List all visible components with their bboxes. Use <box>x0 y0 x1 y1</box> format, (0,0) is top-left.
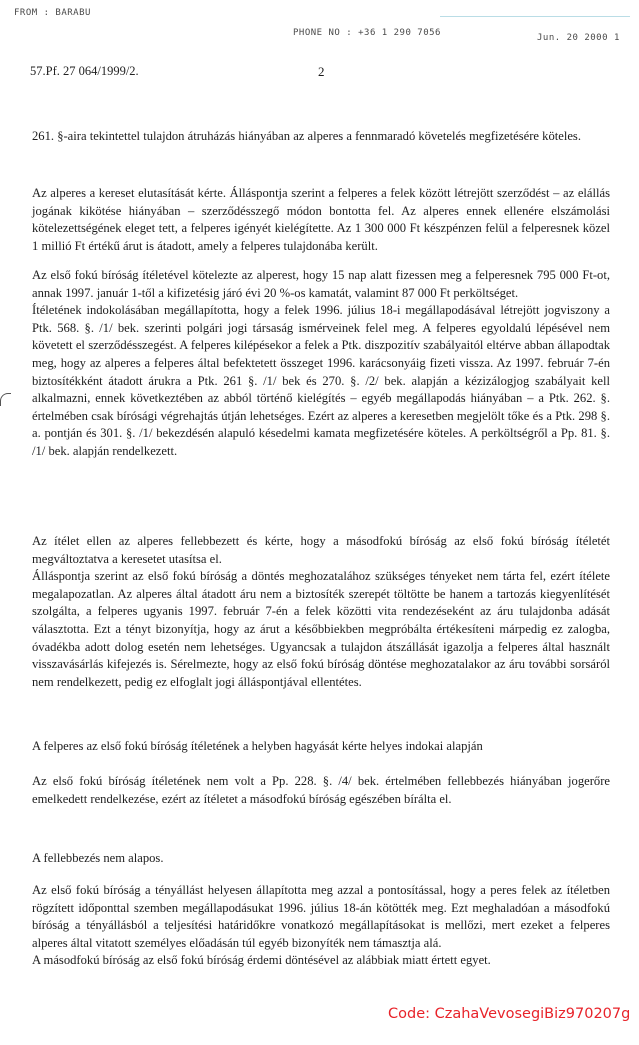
paragraph <box>32 882 610 970</box>
fax-from: FROM : BARABU <box>14 8 91 18</box>
paragraph-text: Az első fokú bíróság ítéletének nem volt a Pp. 228. §. /4/ bek. értelmében fellebbezés hiányában jogerőre emelkedett rendelkezése, ezért az ítéletet a másodfokú bíróság egészében bírálta el. <box>32 774 610 806</box>
page-number: 2 <box>318 64 325 79</box>
paragraph-text: A fellebbezés nem alapos. <box>32 851 164 865</box>
paragraph <box>32 185 610 255</box>
paragraph-text: Az első fokú bíróság a tényállást helyesen állapította meg azzal a pontosítással, hogy a peres felek az ítéletben rögzített időponttal szemben megállapodásukat 1996. július 18-án kötötték meg. Ezt meghaladóan a másodfokú bíróság a tényállásból a teljesítési határidőkre vonatkozó megállapításokat is mellőzi, mert ezeket a felperes alperes által vitatott személyes előadásán túl egyéb bizonyíték nem támasztja alá. A másodfokú bíróság az első fokú bíróság érdemi döntésével az alábbiak miatt értett egyet. <box>32 883 610 968</box>
case-reference: 57.Pf. 27 064/1999/2. <box>30 64 139 78</box>
paragraph <box>32 738 610 756</box>
paragraph <box>32 773 610 808</box>
fax-date: Jun. 20 2000 1 <box>537 33 620 43</box>
paragraph-text: Az első fokú bíróság ítéletével kötelezte az alperest, hogy 15 nap alatt fizessen meg a felperesnek 795 000 Ft-ot, annak 1997. január 1-től a kifizetésig járó évi 20 %-os kamatát, valamint 87 000 Ft perköltséget. Ítéletének indokolásában megállapította, hogy a felek 1996. július 18-i megállapodásával létrejött jogviszony a Ptk. 568. §. /1/ bek. szerinti polgári jogi társaság ismérveinek felel meg. A felperes egyoldalú lépésével nem követett el szerződésszegést. A felperes kilépésekor a felek a Ptk. diszpozitív szabályaitól eltérve abban állapodtak meg, hogy az alperes a felperes által befektetett összeget 1996. karácsonyáig fizeti vissza. Az 1997. február 7-én biztosítékként átadott árukra a Ptk. 261 §. /1/ bek és 270. §. /2/ bek. alapján a kézizálogjog szabályait kell alkalmazni, ennek következtében az abból történő kielégítés – egyéb megállapodás hiányában – a Ptk. 262. §. értelmében csak bírósági végrehajtás útján lehetséges. Ezért az alperes a keresetben megjelölt tőke és a Ptk. 298 §. a. pontján és 301. §. /1/ bekezdésén alapuló késedelmi kamata megfizetésére köteles. A perköltségről a Pp. 81. §. /1/ bek. alapján rendelkezett. <box>32 268 610 458</box>
fax-transmission-streak <box>440 16 630 17</box>
paragraph-text: Az ítélet ellen az alperes fellebbezett és kérte, hogy a másodfokú bíróság az első fokú bíróság ítéletét megváltoztatva a keresetet utasítsa el. Álláspontja szerint az első fokú bíróság a döntés meghozatalához szükséges tényeket nem tárta fel, ezért ítélete megalapozatlan. Az alperes által átadott áru nem a biztosíték szerepét töltötte be hanem a tartozás kiegyenlítését szolgálta, a felperes ugyanis 1997. február 7-én a felek közötti vita rendezéseként az áru tulajdonba adását választotta. Ezt a tényt bizonyítja, hogy az árut a későbbiekben megpróbálta értékesíteni márpedig ez zalogba, óvadékba adott dolog esetén nem lehetséges. Ugyancsak a tulajdon átszállását igazolja a felperes által használt visszavásárlás kifejezés is. Sérelmezte, hogy az első fokú bíróság döntése meghozatalakor az áru további sorsáról nem rendelkezett, pedig ez elfoglalt jogi álláspontjával ellentétes. <box>32 534 610 689</box>
margin-mark <box>0 393 11 406</box>
paragraph-text: 261. §-aira tekintettel tulajdon átruházás hiányában az alperes a fennmaradó követelés megfizetésére köteles. <box>32 129 581 143</box>
paragraph-text: Az alperes a kereset elutasítását kérte. Álláspontja szerint a felperes a felek között létrejött szerződést – az elállás jogának kikötése hiányában – szerződésszegő módon bontotta fel. Az alperes ennek ellenére elszámolási kötelezettségének eleget tett, a felperes igényét kielégítette. Az 1 300 000 Ft készpénzen felül a felperesnek közel 1 millió Ft értékű árut is átadott, amely a felperes tulajdonába került. <box>32 186 610 253</box>
paragraph-text: A felperes az első fokú bíróság ítéletének a helyben hagyását kérte helyes indokai alapján <box>32 739 483 753</box>
paragraph <box>32 267 610 461</box>
paragraph <box>32 850 610 868</box>
paragraph <box>32 533 610 691</box>
code-stamp: Code: CzahaVevosegiBiz970207g <box>388 1006 631 1022</box>
paragraph <box>32 128 610 146</box>
fax-phone-number: PHONE NO : +36 1 290 7056 <box>293 28 441 38</box>
